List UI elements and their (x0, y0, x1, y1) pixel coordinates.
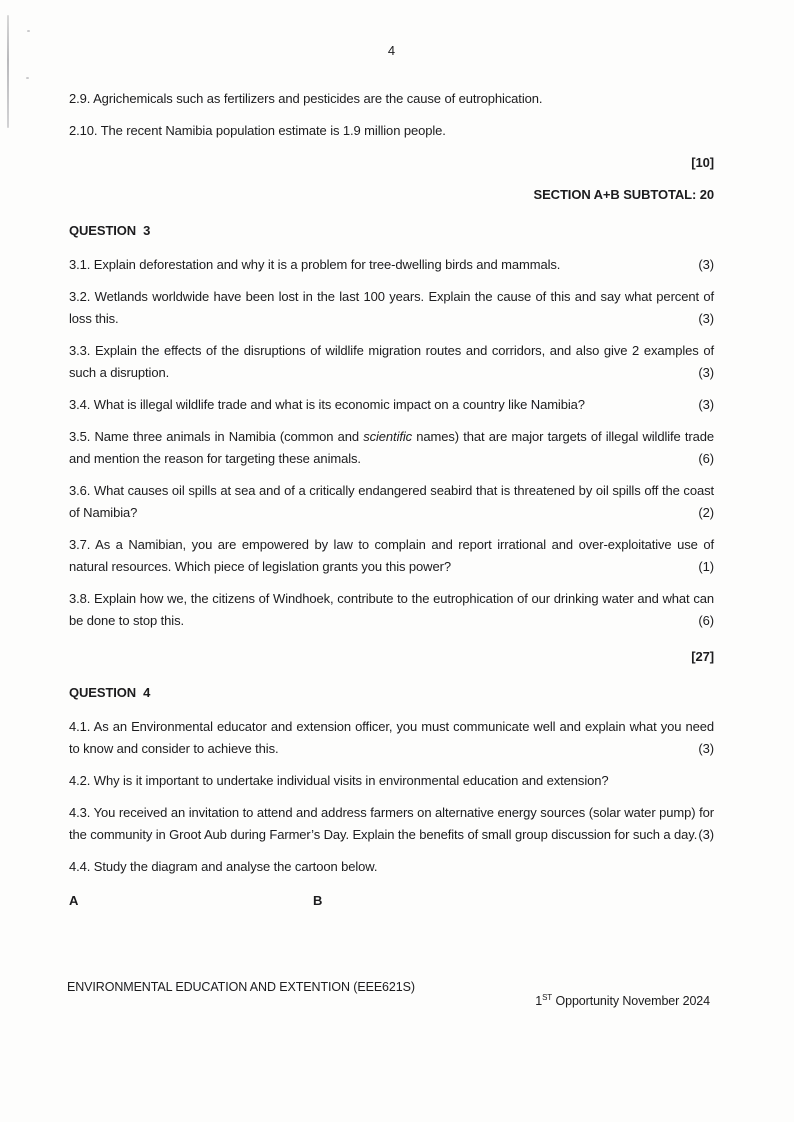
question-text: 3.2. Wetlands worldwide have been lost in the last 100 years. Explain the cause of this and say what percent of loss this. (69, 289, 714, 326)
marks-allocation: (1) (698, 559, 714, 574)
question-4-4 (69, 856, 714, 878)
page-number: 4 (387, 43, 396, 58)
marks-allocation: (3) (698, 397, 714, 412)
question-text: 3.1. Explain deforestation and why it is a problem for tree-dwelling birds and mammals. (69, 257, 561, 272)
question-text: names) that are major targets of illegal wildlife trade and mention the reason for targeting these animals. (69, 429, 714, 466)
scan-artifact-speck (27, 30, 30, 32)
footer-opportunity-text: Opportunity November 2024 (552, 994, 710, 1008)
question-text: 3.8. Explain how we, the citizens of Windhoek, contribute to the eutrophication of our drinking water and what can be done to stop this. (69, 591, 714, 628)
section2-total: [10] (691, 155, 714, 170)
question-4-2 (69, 770, 714, 792)
statement-text: 2.9. Agrichemicals such as fertilizers and pesticides are the cause of eutrophication. (69, 91, 543, 106)
marks-allocation: (3) (698, 365, 714, 380)
marks-allocation: (2) (698, 505, 714, 520)
question-text: 3.4. What is illegal wildlife trade and what is its economic impact on a country like Namibia? (69, 397, 585, 412)
question-3-5 (69, 426, 714, 470)
marks-allocation: (6) (698, 613, 714, 628)
footer-opportunity-ordinal: ST (542, 992, 553, 1002)
question3-total: [27] (691, 649, 714, 664)
question-text: 4.4. Study the diagram and analyse the cartoon below. (69, 859, 378, 874)
section-ab-subtotal: SECTION A+B SUBTOTAL: 20 (533, 187, 714, 202)
scan-artifact-line (7, 15, 9, 128)
marks-allocation: (3) (698, 311, 714, 326)
question-3-3 (69, 340, 714, 384)
question3-heading: QUESTION 3 (69, 223, 151, 238)
question-text: 4.3. You received an invitation to attend and address farmers on alternative energy sources (solar water pump) for the community in Groot Aub during Farmer’s Day. Explain the benefits of small group discussion for such a day. (69, 805, 714, 842)
question-text: 3.3. Explain the effects of the disruptions of wildlife migration routes and corridors, and also give 2 examples of such a disruption. (69, 343, 714, 380)
footer-opportunity-number: 1 (535, 994, 543, 1008)
question-text: 4.1. As an Environmental educator and extension officer, you must communicate well and explain what you need to know and consider to achieve this. (69, 719, 714, 756)
figure-label-b: B (313, 893, 323, 908)
question-3-4 (69, 394, 714, 416)
question-3-8 (69, 588, 714, 632)
exam-page (69, 40, 714, 912)
question-3-1 (69, 254, 714, 276)
question-text: 3.6. What causes oil spills at sea and of a critically endangered seabird that is threatened by oil spills off the coast of Namibia? (69, 483, 714, 520)
question-text: 3.5. Name three animals in Namibia (common and (69, 429, 364, 444)
marks-allocation: (3) (698, 827, 714, 842)
statement-text: 2.10. The recent Namibia population estimate is 1.9 million people. (69, 123, 446, 138)
question-text: 3.7. As a Namibian, you are empowered by law to complain and report irrational and over-exploitative use of natural resources. Which piece of legislation grants you this power? (69, 537, 714, 574)
question-3-7 (69, 534, 714, 578)
marks-allocation: (3) (698, 257, 714, 272)
question-text: 4.2. Why is it important to undertake individual visits in environmental education and extension? (69, 773, 609, 788)
footer-opportunity (535, 994, 710, 1008)
question-4-3 (69, 802, 714, 846)
figure-label-a: A (69, 893, 79, 908)
marks-allocation: (3) (698, 741, 714, 756)
question-4-1 (69, 716, 714, 760)
statement-2-9 (69, 88, 714, 110)
question-3-6 (69, 480, 714, 524)
question-3-2 (69, 286, 714, 330)
scan-artifact-speck (26, 77, 29, 79)
question4-heading: QUESTION 4 (69, 685, 151, 700)
statement-2-10 (69, 120, 714, 142)
marks-allocation: (6) (698, 451, 714, 466)
question-text-italic: scientific (363, 429, 413, 444)
figure-labels-row (69, 890, 714, 912)
footer-course-title: ENVIRONMENTAL EDUCATION AND EXTENTION (EEE621S) (67, 980, 415, 994)
